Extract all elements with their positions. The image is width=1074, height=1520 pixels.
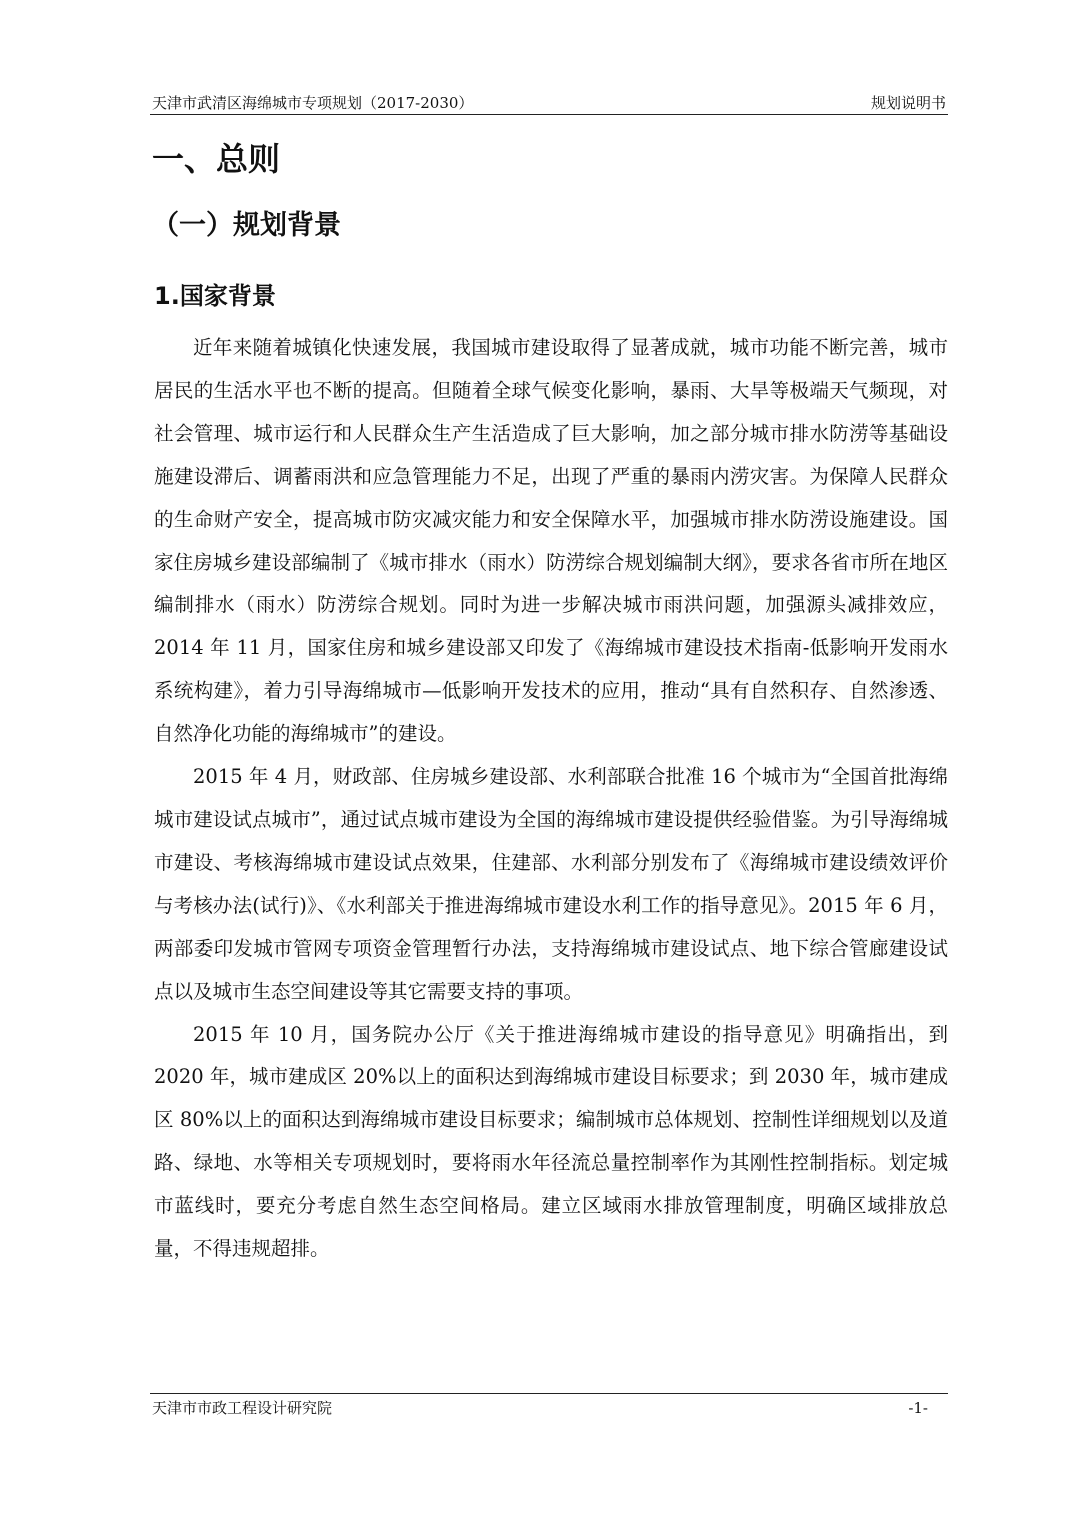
paragraph-2: 2015 年 4 月，财政部、住房城乡建设部、水利部联合批准 16 个城市为“全国首批海绵城市建设试点城市”，通过试点城市建设为全国的海绵城市建设提供经验借鉴。为引导海绵城市建设、考核海绵城市建设试点效果，住建部、水利部分别发布了《海绵城市建设绩效评价与考核办法(试行)》、《水利部关于推进海绵城市建设水利工作的指导意见》。2015 年 6 月，两部委印发城市管网专项资金管理暂行办法，支持海绵城市建设试点、地下综合管廊建设试点以及城市生态空间建设等其它需要支持的事项。 [154,765,948,1003]
page-footer [150,1393,948,1418]
subsection-heading: 1.国家背景 [154,282,276,310]
paragraph-3: 2015 年 10 月，国务院办公厅《关于推进海绵城市建设的指导意见》明确指出，到 2020 年，城市建成区 20%以上的面积达到海绵城市建设目标要求；到 2030 年，城市建成区 80%以上的面积达到海绵城市建设目标要求；编制城市总体规划、控制性详细规划以及道路、绿地、水等相关专项规划时，要将雨水年径流总量控制率作为其刚性控制指标。划定城市蓝线时，要充分考虑自然生态空间格局。建立区域雨水排放管理制度，明确区域排放总量，不得违规超排。 [154,1022,948,1261]
header-document-title: 天津市武清区海绵城市专项规划（2017-2030） [152,94,474,112]
chapter-heading: 一、总则 [152,140,281,178]
page-header [150,92,948,115]
footer-institution: 天津市市政工程设计研究院 [152,1399,333,1417]
section-heading: （一）规划背景 [152,210,341,241]
body-text [154,327,948,1271]
header-document-type: 规划说明书 [870,94,946,112]
page-number: -1- [908,1399,928,1417]
paragraph-1: 近年来随着城镇化快速发展，我国城市建设取得了显著成就，城市功能不断完善，城市居民的生活水平也不断的提高。但随着全球气候变化影响，暴雨、大旱等极端天气频现，对社会管理、城市运行和人民群众生产生活造成了巨大影响，加之部分城市排水防涝等基础设施建设滞后、调蓄雨洪和应急管理能力不足，出现了严重的暴雨内涝灾害。为保障人民群众的生命财产安全，提高城市防灾减灾能力和安全保障水平，加强城市排水防涝设施建设。国家住房城乡建设部编制了《城市排水（雨水）防涝综合规划编制大纲》，要求各省市所在地区编制排水（雨水）防涝综合规划。同时为进一步解决城市雨洪问题，加强源头减排效应，2014 年 11 月，国家住房和城乡建设部又印发了《海绵城市建设技术指南-低影响开发雨水系统构建》，着力引导海绵城市—低影响开发技术的应用，推动“具有自然积存、自然渗透、自然净化功能的海绵城市”的建设。 [154,336,948,746]
